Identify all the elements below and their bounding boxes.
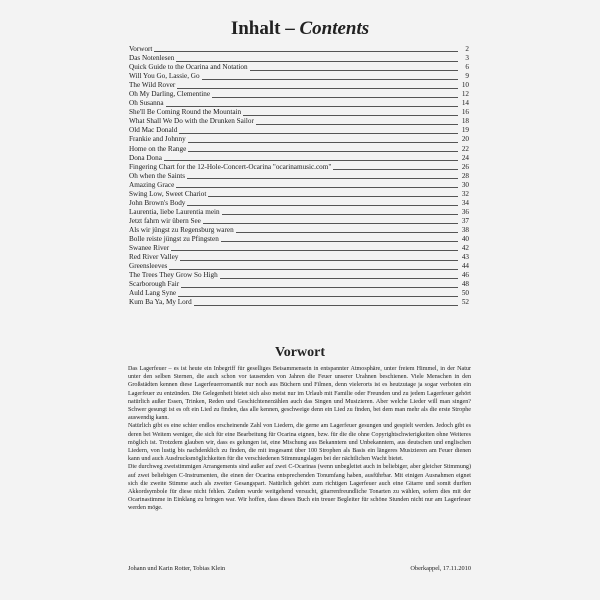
toc-leader-line [176, 187, 458, 188]
toc-entry-title: Auld Lang Syne [129, 289, 177, 298]
toc-leader-line [178, 296, 458, 297]
toc-entry-page: 3 [465, 54, 469, 63]
toc-entry[interactable] [129, 81, 469, 90]
toc-entry-title: What Shall We Do with the Drunken Sailor [129, 117, 254, 126]
toc-entry-title: Vorwort [129, 45, 153, 53]
toc-entry-page: 37 [461, 216, 469, 225]
toc-entry-page: 28 [461, 171, 469, 180]
toc-leader-line [187, 205, 458, 206]
toc-entry[interactable] [129, 262, 469, 271]
toc-leader-line [169, 269, 458, 270]
preface-footer [128, 565, 471, 572]
toc-entry-title: Laurentia, liebe Laurentia mein [129, 207, 220, 216]
toc-entry-title: Frankie and Johnny [129, 135, 186, 144]
toc-entry[interactable] [129, 99, 469, 108]
toc-entry-page: 34 [461, 198, 469, 207]
toc-entry[interactable] [129, 145, 469, 154]
toc-entry-page: 2 [465, 45, 469, 53]
toc-entry-page: 44 [461, 262, 469, 271]
toc-entry-title: The Wild Rover [129, 81, 176, 90]
toc-entry-page: 19 [461, 126, 469, 135]
toc-leader-line [220, 278, 458, 279]
table-of-contents [129, 45, 469, 307]
toc-entry[interactable] [129, 135, 469, 144]
toc-entry-title: Old Mac Donald [129, 126, 178, 135]
toc-entry-page: 6 [465, 63, 469, 72]
toc-entry-page: 22 [461, 144, 469, 153]
toc-entry-title: Amazing Grace [129, 180, 175, 189]
toc-entry-title: Home on the Range [129, 144, 187, 153]
toc-entry-title: Red River Valley [129, 253, 179, 262]
toc-entry[interactable] [129, 289, 469, 298]
toc-entry-title: Swing Low, Sweet Chariot [129, 189, 207, 198]
toc-entry-page: 9 [465, 72, 469, 81]
toc-entry-page: 26 [461, 162, 469, 171]
footer-authors: Johann und Karin Rotter, Tobias Klein [128, 565, 226, 572]
toc-entry[interactable] [129, 190, 469, 199]
toc-entry-title: She'll Be Coming Round the Mountain [129, 108, 242, 117]
toc-entry-page: 10 [461, 81, 469, 90]
toc-leader-line [203, 223, 458, 224]
toc-entry-title: John Brown's Body [129, 198, 186, 207]
toc-leader-line [177, 88, 458, 89]
toc-entry-page: 38 [461, 225, 469, 234]
toc-entry[interactable] [129, 63, 469, 72]
toc-entry-title: Jetzt fahrn wir übern See [129, 216, 201, 225]
toc-leader-line [221, 241, 458, 242]
toc-leader-line [179, 133, 458, 134]
toc-entry-title: Swanee River [129, 244, 170, 253]
toc-entry[interactable] [129, 54, 469, 63]
toc-entry[interactable] [129, 90, 469, 99]
toc-entry-page: 48 [461, 280, 469, 289]
toc-leader-line [171, 250, 458, 251]
page-title [0, 18, 600, 40]
toc-leader-line [176, 61, 458, 62]
toc-entry-page: 46 [461, 271, 469, 280]
toc-entry-page: 36 [461, 207, 469, 216]
toc-entry-page: 50 [461, 289, 469, 298]
toc-entry-title: Oh My Darling, Clementine [129, 90, 211, 99]
toc-entry-page: 32 [461, 189, 469, 198]
toc-entry-title: Kum Ba Ya, My Lord [129, 298, 192, 307]
toc-leader-line [202, 79, 458, 80]
toc-leader-line [180, 260, 458, 261]
toc-leader-line [187, 178, 458, 179]
toc-entry[interactable] [129, 117, 469, 126]
toc-entry[interactable] [129, 253, 469, 262]
toc-entry[interactable] [129, 45, 469, 54]
toc-entry-page: 40 [461, 234, 469, 243]
preface-paragraph: Natürlich gibt es eine schier endlos erscheinende Zahl von Liedern, die gerne am Lagerfeuer gesungen und gespielt werden. Jedoch gibt es deren bei Weitem weniger, die sich für eine Bearbeitung für Ocarina eignen, bzw. für die die ohne Copyrightschwierigkeiten ohne Weiteres möglich ist. Trotzdem glauben wir, dass es gelungen ist, eine Mischung aus Bekanntem und Unbekanntem, aus deutschen und englischen Liedern, von lustig bis nachdenklich zu finden, die mit insgesamt über 100 Strophen als Basis ein längeres Musizieren am Feuer dienen kann und auch Ausdrucksmöglichkeiten für die verschiedenen Stimmungslagen bei der nächtlichen Wacht bietet. [128, 423, 471, 463]
toc-entry-page: 42 [461, 244, 469, 253]
preface-body [128, 365, 471, 513]
toc-leader-line [208, 196, 458, 197]
toc-entry-page: 43 [461, 253, 469, 262]
toc-entry-title: Oh Susanna [129, 99, 164, 108]
toc-entry-title: Quick Guide to the Ocarina and Notation [129, 63, 248, 72]
preface-paragraph: Die durchweg zweistimmigen Arrangements sind außer auf zwei C-Ocarinas (wenn unbegleitet auch in beliebiger, aber gleicher Stimmung) auf zwei beliebigen C-Instrumenten, die einen der Ocarina entsprechenden Tonumfang haben, ausführbar. Mit einigen Ausnahmen eignet sich die zweite Stimme auch als zweiter Gesangspart. Natürlich gehört zum richtigen Lagerfeuer auch eine Gitarre und somit durften Akkordsymbole für diese nicht fehlen. Zudem wurde weitgehend versucht, gitarrenfreundliche Tonarten zu wählen, sofern dies mit der Ocarinastimme in Einklang zu bringen war. Wir hoffen, dass dieses Buch ein treuer Begleiter für schöne Stunden nicht nur am Lagerfeuer werden möge. [128, 464, 471, 512]
toc-entry[interactable] [129, 280, 469, 289]
toc-entry[interactable] [129, 108, 469, 117]
toc-entry[interactable] [129, 172, 469, 181]
preface-paragraph: Das Lagerfeuer – es ist heute ein Inbegriff für geselliges Beisammensein in entspannter Atmosphäre, unter freiem Himmel, in der Natur unter den selben Sternen, die auch schon vor tausenden von Jahren die Feuer unserer Urahnen beschienen. Viele Menschen in den Großstädten kennen diese Lagerfeuerromantik nur noch aus Büchern und Filmen, denn vielerorts ist es heutzutage ja sogar verboten ein Lagerfeuer zu entzünden. Die Gelegenheit bietet sich also meist nur im Urlaub mit Familie oder Freunden und zu jedem Lagerfeuer gehört natürlich außer Essen, Trinken, Reden und Geschichtenerzählen auch das Singen und Musizieren. Aber welche Lieder will man singen? Schwer gesungt ist es oft ein Lied zu finden, das alle kennen, geschweige denn ein Lied zu finden, bei dem man mehr als die erste Strophe auswendig kann. [128, 366, 471, 422]
preface-title: Vorwort [274, 345, 326, 360]
toc-entry[interactable] [129, 244, 469, 253]
toc-entry-title: Bolle reiste jüngst zu Pfingsten [129, 234, 219, 243]
toc-entry-page: 18 [461, 117, 469, 126]
toc-entry-title: The Trees They Grow So High [129, 271, 218, 280]
toc-entry-page: 16 [461, 108, 469, 117]
toc-leader-line [194, 305, 458, 306]
toc-leader-line [222, 214, 458, 215]
toc-leader-line [243, 115, 458, 116]
toc-entry[interactable] [129, 181, 469, 190]
toc-leader-line [181, 287, 458, 288]
toc-entry[interactable] [129, 217, 469, 226]
toc-entry[interactable] [129, 126, 469, 135]
toc-leader-line [166, 106, 458, 107]
page-title-italic: Contents [299, 18, 370, 39]
footer-place-date: Oberkappel, 17.11.2010 [410, 565, 471, 572]
toc-entry-page: 24 [461, 153, 469, 162]
toc-entry-page: 14 [461, 99, 469, 108]
toc-leader-line [236, 232, 458, 233]
toc-entry-title: Will You Go, Lassie, Go [129, 72, 200, 81]
toc-entry[interactable] [129, 72, 469, 81]
toc-entry-title: Greensleeves [129, 262, 168, 271]
toc-leader-line [188, 142, 458, 143]
toc-leader-line [188, 151, 458, 152]
toc-entry-title: Als wir jüngst zu Regensburg waren [129, 225, 234, 234]
toc-entry[interactable] [129, 235, 469, 244]
toc-entry[interactable] [129, 163, 469, 172]
page-title-plain: Inhalt – [230, 18, 300, 39]
toc-entry-title: Dona Dona [129, 153, 162, 162]
toc-entry[interactable] [129, 154, 469, 163]
toc-entry[interactable] [129, 226, 469, 235]
toc-entry[interactable] [129, 199, 469, 208]
toc-entry-page: 12 [461, 90, 469, 99]
toc-entry-page: 52 [461, 298, 469, 307]
toc-leader-line [164, 160, 458, 161]
toc-leader-line [250, 70, 458, 71]
toc-leader-line [212, 97, 458, 98]
toc-leader-line [256, 124, 458, 125]
toc-entry-page: 20 [461, 135, 469, 144]
toc-entry-title: Das Notenlesen [129, 54, 175, 63]
toc-entry[interactable] [129, 271, 469, 280]
toc-leader-line [333, 169, 458, 170]
toc-entry-title: Scarborough Fair [129, 280, 180, 289]
toc-entry-title: Oh when the Saints [129, 171, 186, 180]
toc-entry[interactable] [129, 298, 469, 307]
toc-leader-line [154, 51, 458, 52]
toc-entry[interactable] [129, 208, 469, 217]
toc-entry-title: Fingering Chart for the 12-Hole-Concert-Ocarina "ocarinamusic.com" [129, 162, 332, 171]
toc-entry-page: 30 [461, 180, 469, 189]
